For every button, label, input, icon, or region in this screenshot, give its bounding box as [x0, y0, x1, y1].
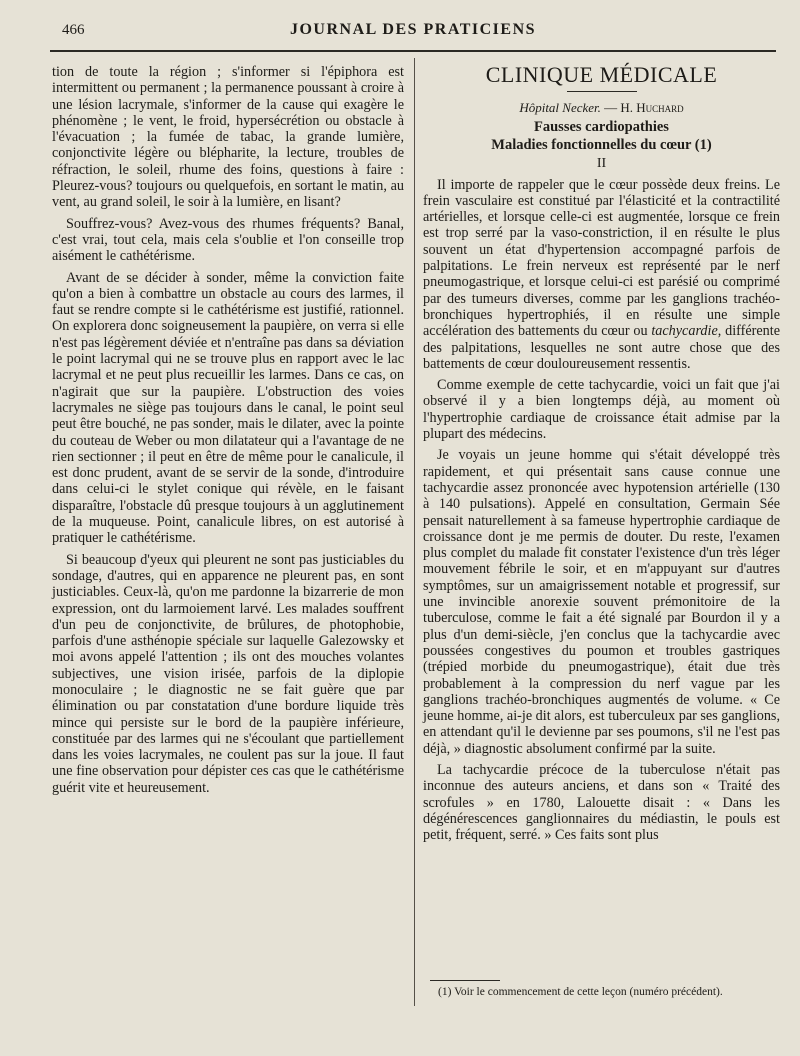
paragraph: tion de toute la région ; s'informer si l'épiphora est intermittent ou permanent ; la permanence poussant à croire à une lésion lacrymale, s'informer de la cause qui exagère le phénomène ; le vent, le froid, hypersécrétion ou obstacle à l'évacuation ; la fumée de tabac, la grande lumière, conjonctivite légère ou blépharite, la lecture, troubles de réfraction, le soleil, rhume des foins, questions à faire : Pleurez-vous? toujours ou quelquefois, en sortant le matin, au vent, au grand soleil, le soir à la lumière, en lisant?	[52, 64, 404, 211]
paragraph: Comme exemple de cette tachycardie, voici un fait que j'ai observé il y a bien longtemps déjà, au moment où l'hypertrophie cardiaque de croissance était admise par la plupart des médecins.	[423, 377, 780, 443]
lecture-title-line-1: Fausses cardiopathies	[534, 119, 669, 136]
footnote: (1) Voir le commencement de cette leçon (numéro précédent).	[438, 986, 723, 998]
journal-title: JOURNAL DES PRATICIENS	[289, 21, 537, 38]
running-head	[50, 20, 776, 44]
left-column	[52, 64, 404, 801]
paragraph	[423, 177, 780, 373]
page-number: 466	[62, 22, 85, 38]
header-rule	[50, 50, 776, 52]
paragraph: Si beaucoup d'yeux qui pleurent ne sont pas justiciables du sondage, d'autres, qui en apparence ne pleurent pas, en sont justiciables. Ceux-là, qu'on me pardonne la bizarrerie de mon expression, ont du larmoiement larvé. Les malades souffrent d'un peu de conjonctivite, de brûlures, de photophobie, parfois d'une asthénopie spéciale sur laquelle Galezowsky et moi avons appelé l'attention ; ils ont des mouches volantes subjectives, une vision irisée, parfois de la diplopie monoculaire ; le diagnostic ne se fait guère que par élimination ou par constatation d'une bordure liquide très mince qui persiste sur le bord de la paupière inférieure, constituée par des larmes qui ne s'écoulant que partiellement dans les voies lacrymales, ne coulent pas sur la joue. Il faut une fine observation pour dépister ces cas que le cathétérisme guérit vite et heureusement.	[52, 551, 404, 796]
title-rule	[567, 91, 637, 92]
paragraph: Je voyais un jeune homme qui s'était développé très rapidement, et qui présentait sans cause connue une tachycardie assez prononcée avec hypotension artérielle (130 à 140 pulsations). Appelé en consultation, Germain Sée pensait naturellement à sa fameuse hypertrophie cardiaque de croissance dont je me permis de douter. Du reste, l'examen plus complet du malade fit constater l'existence d'un très léger mouvement fébrile le soir, et en m'appuyant sur d'autres symptômes, sur un amaigrissement notable et progressif, sur une invincible anorexie souvent prémonitoire de la tuberculose, comme le fait a été signalé par Bourdon il y a plus d'un demi-siècle, j'en conclus que la tachycardie avec poussées congestives du poumon et troubles gastriques (trépied morbide du pneumogastrique), était due très probablement à la compression du nerf vague par les ganglions trachéo-bronchiques augmentés de volume. « Ce jeune homme, ai-je dit alors, est tuberculeux par ses ganglions, en attendant qu'il le devienne par ses poumons, s'il ne l'est pas déjà, » diagnostic absolument confirmé par la suite.	[423, 447, 780, 757]
byline	[423, 100, 780, 116]
byline-author: — H. Huchard	[604, 100, 684, 115]
column-divider	[414, 58, 415, 1006]
paragraph: La tachycardie précoce de la tuberculose n'était pas inconnue des auteurs anciens, et dans son « Traité des scrofules » en 1780, Lalouette disait : « Dans les dégénérescences ganglionnaires du médiastin, le pouls est petit, fréquent, serré. » Ces faits sont plus	[423, 761, 780, 844]
right-column	[423, 62, 780, 848]
paragraph: Avant de se décider à sonder, même la conviction faite qu'on a bien à combattre un obstacle au cours des larmes, il faut se rendre compte si le cathétérisme est justifié, rationnel. On explorera donc soigneusement la paupière, on verra si elle n'est pas légèrement déviée et n'entraîne pas dans sa déviation le point lacrymal qui ne se trouve plus en rapport avec le lac lacrymal et ne peut plus recueillir les larmes. Dans ce cas, on n'agirait que sur la paupière. L'obstruction des voies lacrymales ne siège pas toujours dans le canal, le point seul peut être bouché, ne pas sonder, mais le dilater, avec la pointe du couteau de Weber ou mon dilatateur qui a l'avantage de ne rien sectionner ; il peut en être de même pour le canalicule, il est donc prudent, avant de se servir de la sonde, d'introduire dans celui-ci le stylet conique qui révèle, en le faisant disparaître, l'obstacle dû presque toujours à un agglutinement de la muqueuse. Point, canalicule libres, on est autorisé à pratiquer le cathétérisme.	[52, 269, 404, 547]
lecture-title-line-2: Maladies fonctionnelles du cœur (1)	[491, 137, 712, 154]
paragraph: Souffrez-vous? Avez-vous des rhumes fréquents? Banal, c'est vrai, tout cela, mais cela s'oublie et l'on conseille trop aisément le cathétérisme.	[52, 215, 404, 265]
part-number: II	[596, 156, 607, 172]
section-title: CLINIQUE MÉDICALE	[485, 62, 718, 87]
paragraph-text: , différente des palpitations, lesquelles ne sont autre chose que des battements de cœur douloureusement ressentis.	[423, 323, 780, 372]
paragraph-text: Il importe de rappeler que le cœur possède deux freins. Le frein vasculaire est constitué par l'élasticité et la contractilité artérielles, et lorsque celle-ci est augmentée, lorsque ce frein est trop serré par la vaso-constriction, il en résulte le plus souvent un état d'hypertension accompagné parfois de palpitations. Le frein nerveux est représenté par le nerf pneumogastrique, et lorsque celui-ci est parésié ou comprimé par des tumeurs diverses, comme par les ganglions trachéo-bronchiques hypertrophiés, il en résulte une simple accélération des battements du cœur ou	[423, 176, 780, 340]
emphasis-term: tachycardie	[651, 323, 718, 340]
footnote-rule	[430, 980, 500, 981]
byline-place: Hôpital Necker.	[519, 100, 601, 115]
